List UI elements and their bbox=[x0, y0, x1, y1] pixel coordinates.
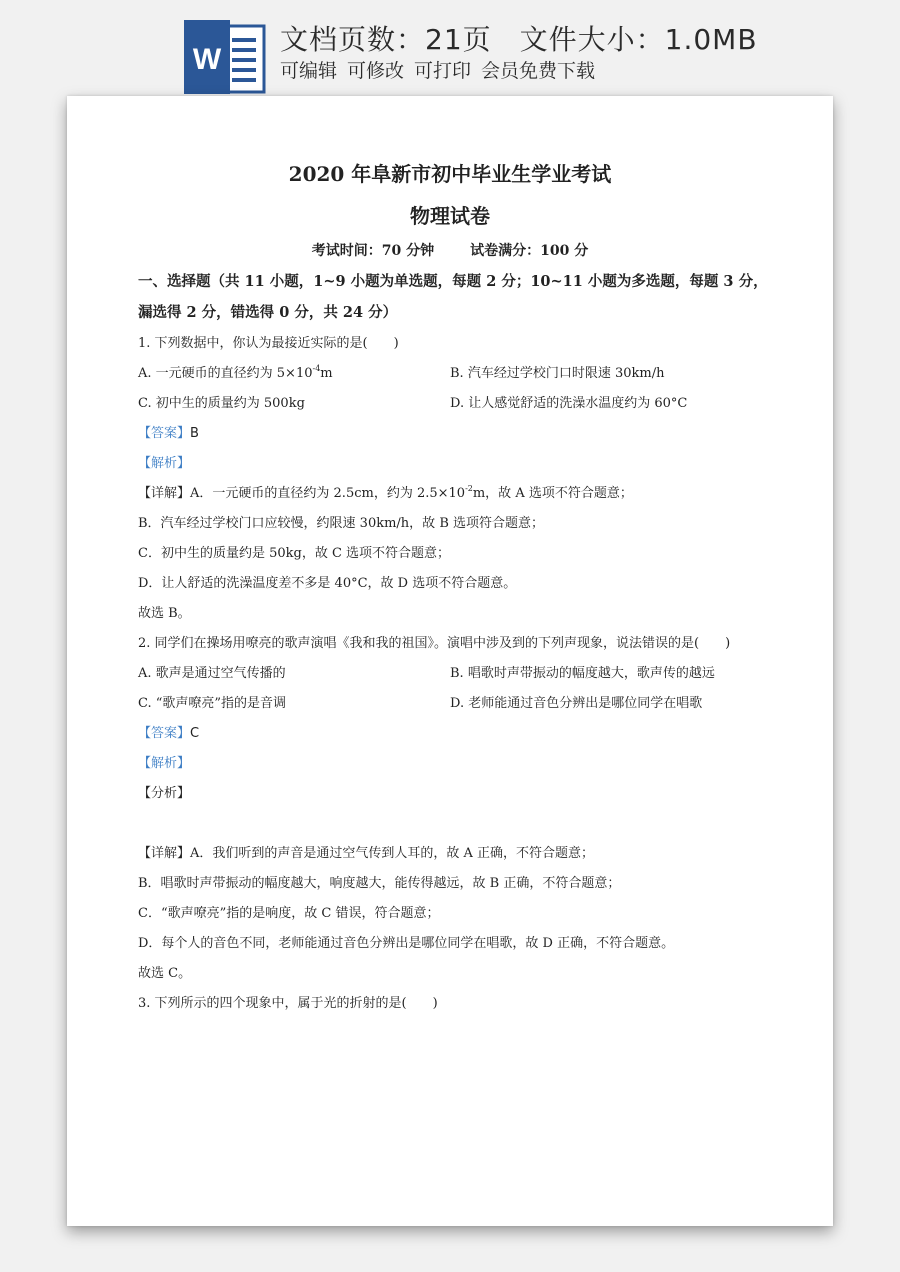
feature-modifiable: 可修改 bbox=[347, 60, 405, 82]
banner-stats bbox=[280, 18, 758, 58]
question-2-stem: 2. 同学们在操场用嘹亮的歌声演唱《我和我的祖国》。演唱中涉及到的下列声现象，说法错误的是( ) bbox=[138, 636, 731, 651]
document-page bbox=[67, 96, 833, 1226]
question-1-option-b: B. 汽车经过学校门口时限速 30km/h bbox=[450, 366, 665, 381]
answer-label: 【答案】 bbox=[138, 726, 191, 741]
question-2-option-d: D. 老师能通过音色分辨出是哪位同学在唱歌 bbox=[450, 696, 703, 711]
detail-label: 【详解】 bbox=[138, 846, 191, 861]
question-2-answer bbox=[138, 722, 199, 741]
section-heading-line2: 漏选得 2 分，错选得 0 分，共 24 分） bbox=[138, 304, 398, 321]
file-size: 文件大小：1.0MB bbox=[519, 23, 758, 56]
exam-score: 试卷满分：100 分 bbox=[470, 243, 589, 259]
question-1-option-d: D. 让人感觉舒适的洗澡水温度约为 60°C bbox=[450, 396, 688, 411]
question-3-stem: 3. 下列所示的四个现象中，属于光的折射的是( ) bbox=[138, 996, 438, 1011]
question-2-option-c: C. “歌声嘹亮”指的是音调 bbox=[138, 696, 287, 711]
question-1-stem: 1. 下列数据中，你认为最接近实际的是( ) bbox=[138, 336, 399, 351]
answer-label: 【答案】 bbox=[138, 426, 191, 441]
exam-title: 2020 年阜新市初中毕业生学业考试 bbox=[288, 162, 612, 186]
answer-value: B bbox=[190, 426, 199, 441]
svg-text:W: W bbox=[192, 43, 222, 76]
question-1-analysis-label: 【解析】 bbox=[138, 456, 191, 471]
detail-a-text: A．我们听到的声音是通过空气传到人耳的，故 A 正确，不符合题意； bbox=[190, 846, 595, 861]
document-info-banner bbox=[0, 0, 900, 96]
question-1-detail-b: B．汽车经过学校门口应较慢，约限速 30km/h，故 B 选项符合题意； bbox=[138, 516, 545, 531]
banner-features bbox=[280, 56, 605, 83]
question-2-analysis-label: 【解析】 bbox=[138, 756, 191, 771]
exam-subject: 物理试卷 bbox=[410, 204, 490, 228]
option-a-unit: m bbox=[320, 366, 333, 381]
option-a-text: A. 一元硬币的直径约为 5×10 bbox=[138, 366, 313, 381]
question-2-option-b: B. 唱歌时声带振动的幅度越大，歌声传的越远 bbox=[450, 666, 715, 681]
question-2-detail-c: C．“歌声嘹亮”指的是响度，故 C 错误，符合题意； bbox=[138, 906, 440, 921]
detail-label: 【详解】 bbox=[138, 486, 191, 501]
section-heading-line1: 一、选择题（共 11 小题，1~9 小题为单选题，每题 2 分；10~11 小题为多选题，每题 3 分， bbox=[138, 273, 768, 290]
question-1-option-a bbox=[138, 362, 333, 381]
question-1-answer bbox=[138, 422, 199, 441]
answer-value: C bbox=[190, 726, 200, 741]
page-count: 文档页数：21页 bbox=[280, 23, 492, 56]
question-2-fenxi-label: 【分析】 bbox=[138, 786, 191, 801]
question-2-option-a: A. 歌声是通过空气传播的 bbox=[138, 666, 286, 681]
feature-editable: 可编辑 bbox=[280, 60, 338, 82]
question-1-detail-a bbox=[138, 482, 633, 501]
question-2-detail-d: D．每个人的音色不同，老师能通过音色分辨出是哪位同学在唱歌，故 D 正确，不符合题意。 bbox=[138, 936, 675, 951]
question-2-detail-b: B．唱歌时声带振动的幅度越大，响度越大，能传得越远，故 B 正确，不符合题意； bbox=[138, 876, 621, 891]
question-1-option-c: C. 初中生的质量约为 500kg bbox=[138, 396, 305, 411]
question-1-detail-d: D．让人舒适的洗澡温度差不多是 40°C，故 D 选项不符合题意。 bbox=[138, 576, 517, 591]
exam-meta bbox=[67, 240, 833, 260]
word-document-icon bbox=[184, 20, 266, 94]
detail-a-exponent: -2 bbox=[465, 484, 473, 493]
question-1-detail-c: C．初中生的质量约是 50kg，故 C 选项不符合题意； bbox=[138, 546, 451, 561]
question-1-conclusion: 故选 B。 bbox=[138, 606, 191, 621]
question-2-detail-a bbox=[138, 842, 594, 861]
detail-a-rest: m，故 A 选项不符合题意； bbox=[472, 486, 633, 501]
exam-time: 考试时间：70 分钟 bbox=[311, 243, 435, 259]
question-2-conclusion: 故选 C。 bbox=[138, 966, 192, 981]
feature-member-download: 会员免费下载 bbox=[481, 60, 596, 82]
feature-printable: 可打印 bbox=[414, 60, 472, 82]
detail-a-text: A．一元硬币的直径约为 2.5cm，约为 2.5×10 bbox=[190, 486, 466, 501]
option-a-exponent: -4 bbox=[312, 364, 321, 373]
